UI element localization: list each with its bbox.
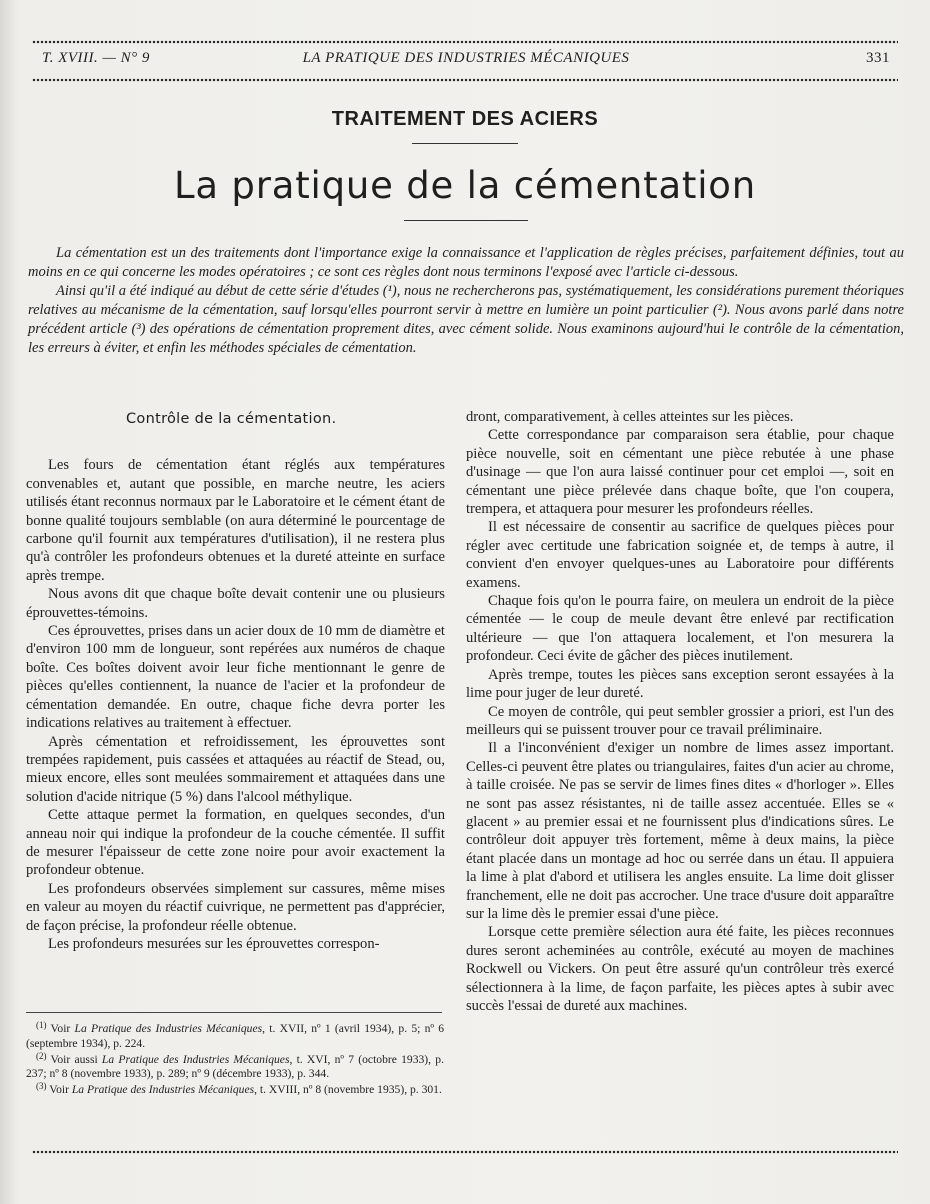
footnote: $^{(2)}$ Voir aussi La Pratique des Industries Mécaniques, t. XVI, nº 7 (octobre 1933), p. 237; nº 8 (novembre 1933), p. 289; nº 9 (décembre 1933), p. 344. (26, 1050, 444, 1081)
body-paragraph: Les profondeurs mesurées sur les éprouvettes correspon- (48, 935, 380, 952)
journal-name: LA PRATIQUE DES INDUSTRIES MÉCANIQUES (302, 50, 630, 66)
article-title: La pratique de la cémentation (173, 164, 756, 207)
page-number: 331 (866, 50, 890, 66)
body-paragraph: Cette correspondance par comparaison sera établie, pour chaque pièce nouvelle, soit en cémentant une pièce rebutée à une phase d'usinage — que l'on aura laissé continuer pour cet emploi —, soit en cémentant une pièce prélevée dans chaque boîte, que l'on coupera, trempera, et attaquera pour mesurer les profondeurs réelles. (466, 427, 894, 518)
right-column (466, 408, 894, 1015)
body-paragraph: Cette attaque permet la formation, en quelques secondes, d'un anneau noir qui indique la profondeur de la couche cémentée. Il suffit de mesurer l'épaisseur de cette zone noire pour avoir exactement la profondeur obtenue. (26, 807, 445, 879)
body-paragraph: Ce moyen de contrôle, qui peut sembler grossier a priori, est l'un des meilleurs qui se puissent trouver pour ce travail préliminaire. (466, 703, 894, 738)
body-paragraph: Les profondeurs observées simplement sur cassures, même mises en valeur au moyen du réactif cuivrique, ne permettent pas d'apprécier, de façon précise, la profondeur réelle obtenue. (26, 880, 445, 934)
body-paragraph: Lorsque cette première sélection aura été faite, les pièces reconnues dures seront acheminées au contrôle, exécuté au moyen de machines Rockwell ou Vickers. On peut être assuré qu'un contrôleur très exercé sélectionnera à la lime, de façon parfaite, les pièces aptes à subir avec succès l'essai de dureté aux machines. (466, 924, 894, 1014)
left-column (26, 408, 445, 953)
intro-paragraph: Ainsi qu'il a été indiqué au début de cette série d'études (¹), nous ne rechercherons pas, systématiquement, les considérations purement théoriques relatives au mécanisme de la cémentation, sauf lorsqu'elles pourront servir à mettre en lumière un point particulier (²). Nous avons parlé dans notre précédent article (³) des opérations de cémentation proprement dites, avec cément solide. Nous examinons aujourd'hui le contrôle de la cémentation, les erreurs à éviter, et enfin les méthodes spéciales de cémentation. (28, 283, 904, 356)
intro-paragraph: La cémentation est un des traitements dont l'importance exige la connaissance et l'application de règles précises, parfaitement définies, tout au moins en ce qui concerne les modes opératoires ; ce sont ces règles dont nous terminons l'exposé avec l'article ci-dessous. (28, 245, 904, 280)
volume-issue: T. XVIII. — N° 9 (42, 50, 150, 66)
header-dotted-rule (32, 78, 898, 82)
article-intro (28, 244, 904, 358)
section-heading: Contrôle de la cémentation. (126, 411, 337, 427)
body-paragraph: Après cémentation et refroidissement, les éprouvettes sont trempées rapidement, puis cassées et attaquées au réactif de Stead, ou, mieux encore, elles sont meulées sommairement et attaquées dans une solution d'acide nitrique (5 %) dans l'alcool méthylique. (26, 733, 445, 805)
bottom-dotted-rule (32, 1150, 898, 1154)
title-rule (404, 220, 528, 221)
body-paragraph: Les fours de cémentation étant réglés aux températures convenables et, autant que possible, en marche neutre, les aciers utilisés étant reconnus normaux par le Laboratoire et le cément étant de bonne qualité toujours semblable (on aura déterminé le pourcentage de carbone qu'il fournit aux températures d'utilisation), il ne restera plus qu'à contrôler les profondeurs obtenues et la dureté atteinte en surface après trempe. (26, 457, 445, 584)
footnote: $^{(3)}$ Voir La Pratique des Industries Mécaniques, t. XVIII, nº 8 (novembre 1935), p. 301. (36, 1081, 442, 1097)
body-paragraph: Chaque fois qu'on le pourra faire, on meulera un endroit de la pièce cémentée — le coup de meule devant être enlevé par rectification ultérieure — que l'on attaquera localement, et l'on mesurera la profondeur. Ceci évite de gâcher des pièces inutilement. (466, 593, 894, 665)
body-paragraph: Après trempe, toutes les pièces sans exception seront essayées à la lime pour juger de leur dureté. (466, 666, 894, 702)
rubric-rule (412, 143, 518, 144)
running-head (42, 50, 890, 72)
top-dotted-rule (32, 40, 898, 44)
body-paragraph: Il est nécessaire de consentir au sacrifice de quelques pièces pour régler avec certitude une fabrication soignée et, de temps à autre, il convient d'en envoyer quelques-unes au Laboratoire pour différents examens. (466, 519, 894, 591)
body-paragraph: Ces éprouvettes, prises dans un acier doux de 10 mm de diamètre et d'environ 100 mm de longueur, sont repérées aux numéros de chaque boîte. Ces boîtes doivent avoir leur fiche mentionnant le genre de pièces qu'elles contiennent, la nuance de l'acier et la profondeur de cémentation demandée. En outre, chaque fiche devra porter les indications relatives au traitement à effectuer. (26, 623, 445, 732)
body-paragraph: dront, comparativement, à celles atteintes sur les pièces. (466, 409, 794, 425)
body-paragraph: Il a l'inconvénient d'exiger un nombre de limes assez important. Celles-ci peuvent être plates ou triangulaires, faites d'un acier au chrome, à taille croisée. Ne pas se servir de limes fines dites « d'horloger ». Elles ne sont pas assez résistantes, ni de taille assez accentuée. Elles se « glacent » au premier essai et ne fournissent plus d'indications sûres. Le contrôleur doit appuyer très fortement, même à deux mains, la pièce étant placée dans un montage ad hoc ou serrée dans un étau. Il appuiera la lime à plat d'abord et utilisera les angles ensuite. La lime doit glisser franchement, elle ne doit pas accrocher. Une trace d'usure doit apparaître sur la lime dès le premier essai d'une pièce. (466, 740, 894, 922)
footnote: $^{(1)}$ Voir La Pratique des Industries Mécaniques, t. XVII, nº 1 (avril 1934), p. 5; nº 6 (septembre 1934), p. 224. (26, 1020, 444, 1050)
footnotes (26, 1022, 444, 1099)
section-rubric: TRAITEMENT DES ACIERS (331, 108, 599, 130)
body-paragraph: Nous avons dit que chaque boîte devait contenir une ou plusieurs éprouvettes-témoins. (26, 586, 445, 621)
footnote-rule (26, 1012, 442, 1013)
